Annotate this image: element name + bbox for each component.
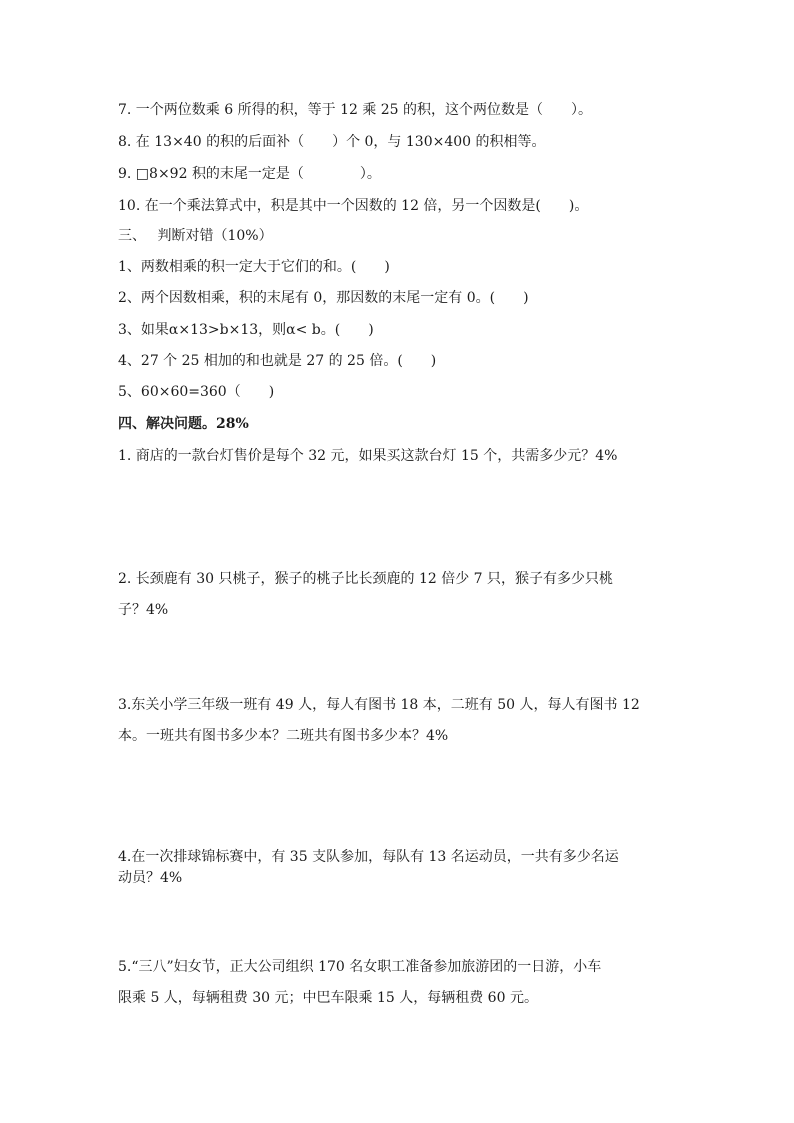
problem-5-line-1: 5.“三八”妇女节，正大公司组织 170 名女职工准备参加旅游团的一日游，小车 <box>118 959 602 975</box>
problem-2-line-2: 子？4% <box>118 602 169 618</box>
fill-question-7: 7. 一个两位数乘 6 所得的积，等于 12 乘 25 的积，这个两位数是（ ）。 <box>118 102 593 118</box>
judge-item-1: 1、两数相乘的积一定大于它们的和。( ) <box>118 259 390 275</box>
fill-question-8: 8. 在 13×40 的积的后面补（ ）个 0，与 130×400 的积相等。 <box>118 134 546 150</box>
fill-question-9: 9. □8×92 积的末尾一定是（ ）。 <box>118 166 381 182</box>
problem-1-line-1: 1. 商店的一款台灯售价是每个 32 元，如果买这款台灯 15 个，共需多少元？4% <box>118 448 618 464</box>
problem-4-line-2: 动员？4% <box>118 870 183 886</box>
problem-5-line-2: 限乘 5 人，每辆租费 30 元；中巴车限乘 15 人，每辆租费 60 元。 <box>118 990 538 1006</box>
section-3-heading: 三、 判断对错（10%） <box>118 228 273 244</box>
judge-item-3: 3、如果α×13>b×13，则α< b。( ) <box>118 322 374 338</box>
problem-4-line-1: 4.在一次排球锦标赛中，有 35 支队参加，每队有 13 名运动员，一共有多少名运 <box>118 849 619 865</box>
fill-question-10: 10. 在一个乘法算式中，积是其中一个因数的 12 倍，另一个因数是( )。 <box>118 198 589 214</box>
problem-3-line-2: 本。一班共有图书多少本？二班共有图书多少本？4% <box>118 728 449 744</box>
problem-2-line-1: 2. 长颈鹿有 30 只桃子，猴子的桃子比长颈鹿的 12 倍少 7 只，猴子有多少只桃 <box>118 571 614 587</box>
section-4-heading: 四、解决问题。28% <box>118 416 249 432</box>
judge-item-5: 5、60×60=360（ ) <box>118 384 275 400</box>
judge-item-2: 2、两个因数相乘，积的末尾有 0，那因数的末尾一定有 0。( ) <box>118 290 529 306</box>
problem-3-line-1: 3.东关小学三年级一班有 49 人，每人有图书 18 本，二班有 50 人，每人有图书 12 <box>118 697 640 713</box>
judge-item-4: 4、27 个 25 相加的和也就是 27 的 25 倍。( ) <box>118 353 437 369</box>
